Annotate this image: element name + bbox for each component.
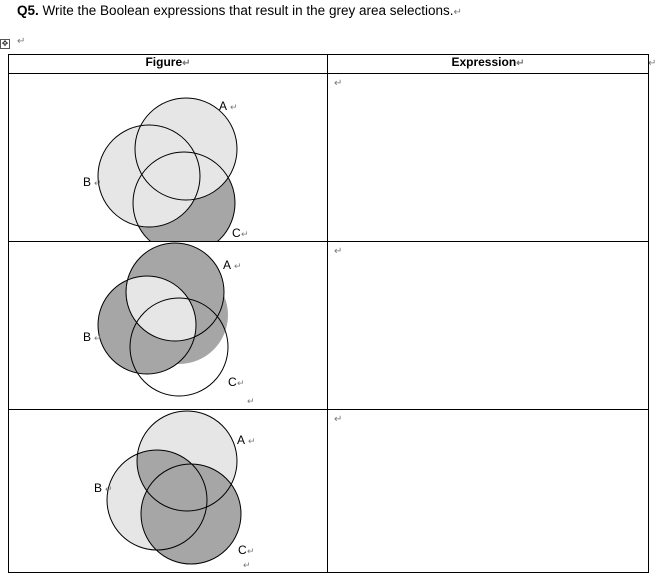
venn-diagram-2 (9, 242, 327, 409)
paragraph-mark-icon: ↵ (182, 58, 191, 69)
venn-diagram-1 (9, 74, 327, 241)
label-b: B (94, 481, 103, 495)
label-a: A (223, 258, 232, 272)
paragraph-mark-icon: ↵ (247, 546, 255, 556)
paragraph-mark-icon: ↵ (247, 396, 255, 406)
figure-cell-3 (9, 410, 328, 573)
paragraph-mark-icon: ↵ (94, 178, 102, 188)
table-move-handle-icon[interactable]: ✥ (1, 39, 9, 48)
label-c: C (238, 543, 247, 557)
label-c: C (232, 226, 241, 240)
paragraph-mark-icon: ↵ (234, 261, 242, 271)
header-expression: Expression↵ (328, 55, 649, 74)
text-cursor-icon: ↵ (334, 78, 343, 89)
paragraph-mark-icon: ↵ (17, 36, 26, 47)
label-a: A (237, 433, 246, 447)
label-c: C (228, 375, 237, 389)
figure-expression-table (8, 54, 649, 573)
paragraph-mark-icon: ↵ (237, 378, 245, 388)
expression-cell-2[interactable] (328, 242, 649, 410)
expression-cell-1[interactable] (328, 74, 649, 242)
table-row (9, 74, 649, 242)
label-a: A (219, 99, 228, 113)
label-b: B (83, 330, 92, 344)
paragraph-mark-icon: ↵ (334, 246, 343, 257)
paragraph-mark-icon: ↵ (334, 414, 343, 425)
table-header-row (9, 55, 649, 74)
header-figure: Figure↵ (9, 55, 328, 74)
paragraph-mark-icon: ↵ (241, 229, 249, 239)
label-b: B (83, 175, 92, 189)
paragraph-mark-icon: ↵ (243, 560, 251, 570)
question-body: Write the Boolean expressions that result in the grey area selections. (42, 3, 454, 18)
paragraph-mark-icon: ↵ (248, 436, 256, 446)
paragraph-mark-icon: ↵ (453, 7, 462, 18)
paragraph-mark-icon: ↵ (94, 333, 102, 343)
question-number: Q5. (17, 3, 39, 18)
paragraph-mark-icon: ↵ (648, 58, 657, 69)
paragraph-mark-icon: ↵ (105, 484, 113, 494)
paragraph-mark-icon: ↵ (230, 102, 238, 112)
venn-diagram-3 (9, 410, 327, 572)
expression-cell-3[interactable] (328, 410, 649, 573)
table-row (9, 410, 649, 573)
table-row (9, 242, 649, 410)
paragraph-mark-icon: ↵ (516, 58, 525, 69)
question-text (17, 3, 462, 18)
figure-cell-1 (9, 74, 328, 242)
figure-cell-2 (9, 242, 328, 410)
